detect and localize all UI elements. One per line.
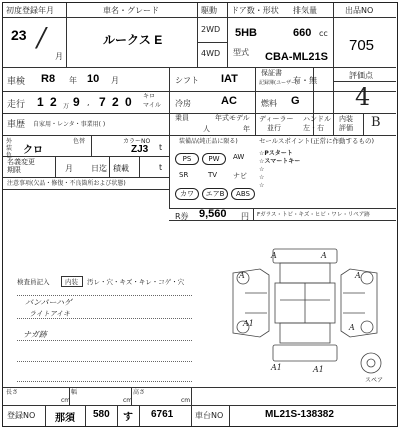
equip-airbag: エアB <box>202 188 228 200</box>
height-label: 高さ <box>133 389 146 396</box>
warranty-value: 有・無 <box>293 76 317 85</box>
drive-4wd: 4WD <box>201 49 221 58</box>
month-unit: 月 <box>55 52 63 61</box>
door-label: ドア数・形状 <box>231 6 279 15</box>
cc-value: 660 <box>293 27 312 39</box>
shift-value: IAT <box>221 73 238 85</box>
handle-label: ハンドル <box>303 115 331 123</box>
first-registration-label: 初度登録年月 <box>6 6 54 15</box>
model-value: CBA-ML21S <box>265 51 328 63</box>
year-model-unit: 年 <box>243 125 250 133</box>
load-label: 積載 <box>113 164 129 173</box>
width-label: 幅 <box>71 389 78 396</box>
load-unit: t <box>159 163 163 172</box>
drive-label: 駆動 <box>201 6 217 15</box>
equip-leather: カワ <box>175 188 199 200</box>
damage-mark-3: A <box>239 271 245 280</box>
inspection-month-unit: 月 <box>111 76 119 85</box>
sales-point-2: ☆スマートキー <box>259 158 301 165</box>
dealer-sub: 並行 <box>267 124 281 132</box>
interior-score-value: B <box>371 115 381 130</box>
sales-point-1: ☆Pスタート <box>259 150 293 157</box>
reg-no-label: 登録NO <box>7 411 36 420</box>
cc-unit: cc <box>319 29 328 38</box>
damage-mark-5: A1 <box>243 319 254 328</box>
door-value: 5HB <box>235 27 258 39</box>
mileage-digit-6: 0 <box>125 95 132 109</box>
usage-sub: 自家用・レンタ・事業用( ) <box>33 121 106 128</box>
ac-value: AC <box>221 95 237 107</box>
notes-label: 注意事項(欠品・修復・不良箇所および状態) <box>7 180 126 187</box>
damage-mark-7: A1 <box>313 365 324 374</box>
name-change-label: 名義変更 <box>7 158 35 166</box>
length-cm: cm <box>61 397 71 404</box>
fuel-value: G <box>291 95 300 107</box>
sales-point-5: ☆ <box>259 182 265 189</box>
dealer-label: ディーラー <box>259 115 294 123</box>
equip-sr: SR <box>179 171 189 179</box>
usage-label: 車歴 <box>7 120 26 130</box>
model-label: 型式 <box>233 48 249 57</box>
inspector-note-2: ライトアイキ <box>29 310 70 318</box>
color-no-value: ZJ3 <box>131 144 149 155</box>
reg-class: 580 <box>93 409 110 420</box>
sales-point-4: ☆ <box>259 174 265 181</box>
mileage-label: 走行 <box>7 100 26 110</box>
capacity-unit: 人 <box>203 125 210 133</box>
equip-ps: PS <box>175 153 199 165</box>
mileage-unit-km: キロ <box>143 93 156 100</box>
fuel-label: 燃料 <box>261 99 277 108</box>
equip-aw: AW <box>233 153 245 161</box>
equip-navi: ナビ <box>233 172 247 180</box>
warranty-label: 保証書 <box>261 69 282 77</box>
mileage-digit-3: 9 <box>73 95 80 109</box>
color-label: 外装色 <box>6 138 13 159</box>
inspection-month: 10 <box>87 73 100 85</box>
inspector-note-3: ナガ跡 <box>23 330 47 339</box>
equip-pw: PW <box>202 153 226 165</box>
drive-2wd: 2WD <box>201 25 221 34</box>
inspector-note-1: バンパーハゲ <box>25 298 73 307</box>
reg-number: 6761 <box>151 409 174 420</box>
displacement-label: 排気量 <box>293 6 317 15</box>
lot-label: 出品NO <box>345 6 374 15</box>
damage-mark-4: A <box>355 271 361 280</box>
year-model-label: 年式モデル <box>215 114 250 122</box>
inspection-year-unit: 年 <box>69 76 77 85</box>
equip-tv: TV <box>208 171 218 179</box>
car-diagram <box>225 245 385 385</box>
color-change-label: 色替 <box>73 138 86 145</box>
inspection-label: 車検 <box>7 77 26 87</box>
mileage-digit-1: 1 <box>37 95 44 109</box>
capacity-label: 乗員 <box>175 114 189 122</box>
shift-label: シフト <box>175 76 199 85</box>
carname-label: 車名・グレード <box>103 6 159 15</box>
damage-mark-6: A1 <box>271 363 282 372</box>
damage-mark-2: A <box>321 251 327 260</box>
lot-number: 705 <box>349 37 375 54</box>
mileage-digit-4: 7 <box>99 95 106 109</box>
damage-mark-8: A <box>349 323 355 332</box>
name-change-month: 月 <box>65 164 73 173</box>
color-value: クロ <box>23 145 43 156</box>
ac-label: 冷房 <box>175 99 191 108</box>
reg-month-mark: / <box>37 23 46 53</box>
inspector-label: 検査員記入 <box>17 278 50 286</box>
chassis-value: ML21S-138382 <box>265 409 334 420</box>
recycle-label: R券 <box>175 212 189 221</box>
name-change-sub: 期限 <box>7 166 21 174</box>
inspection-era: R8 <box>41 73 56 85</box>
equip-abs: ABS <box>231 188 255 200</box>
warranty-sub: 記録簿(ユーザー) <box>259 80 298 86</box>
handle-value: 左・右 <box>303 124 324 132</box>
equipment-title: 装備品(純正品に限る) <box>179 138 238 145</box>
inspector-interior-label: 内装 <box>65 278 78 286</box>
mileage-comma: , <box>87 98 90 107</box>
mileage-unit-mile: マイル <box>143 102 161 109</box>
t-mark: t <box>159 143 163 152</box>
interior-score-sub: 評価 <box>339 124 353 132</box>
mileage-digit-5: 2 <box>112 95 119 109</box>
inspector-interior-text: 汚レ・穴・キズ・キレ・コゲ・穴 <box>87 278 185 286</box>
spare-label: スペア <box>365 377 384 384</box>
height-cm: cm <box>181 397 191 404</box>
recycle-value: 9,560 <box>199 208 227 220</box>
damage-mark-1: A <box>271 251 277 260</box>
car-name: ルークス E <box>103 33 163 47</box>
length-label: 長さ <box>6 389 19 396</box>
recycle-unit: 円 <box>241 212 249 221</box>
sales-points-title: セールスポイント(正常に作動するもの) <box>259 137 374 145</box>
reg-kana: す <box>123 412 133 423</box>
reg-city: 那須 <box>55 413 75 424</box>
sales-point-3: ☆ <box>259 166 265 173</box>
auction-sheet <box>2 2 398 427</box>
width-cm: cm <box>123 397 133 404</box>
mileage-digit-2: 2 <box>50 95 57 109</box>
score-label: 評価点 <box>349 71 373 80</box>
glass-legend: Fガラス・トビ・キズ・ヒビ・ワレ・リペア跡 <box>257 212 370 218</box>
color-no-label: カラーNO <box>123 138 151 145</box>
interior-score-label: 内装 <box>339 115 353 123</box>
score-value: 4 <box>355 83 371 111</box>
chassis-label: 車台NO <box>195 411 224 420</box>
reg-year: 23 <box>11 27 27 43</box>
name-change-day: 日迄 <box>91 164 107 173</box>
mileage-man: 万 <box>63 103 70 110</box>
